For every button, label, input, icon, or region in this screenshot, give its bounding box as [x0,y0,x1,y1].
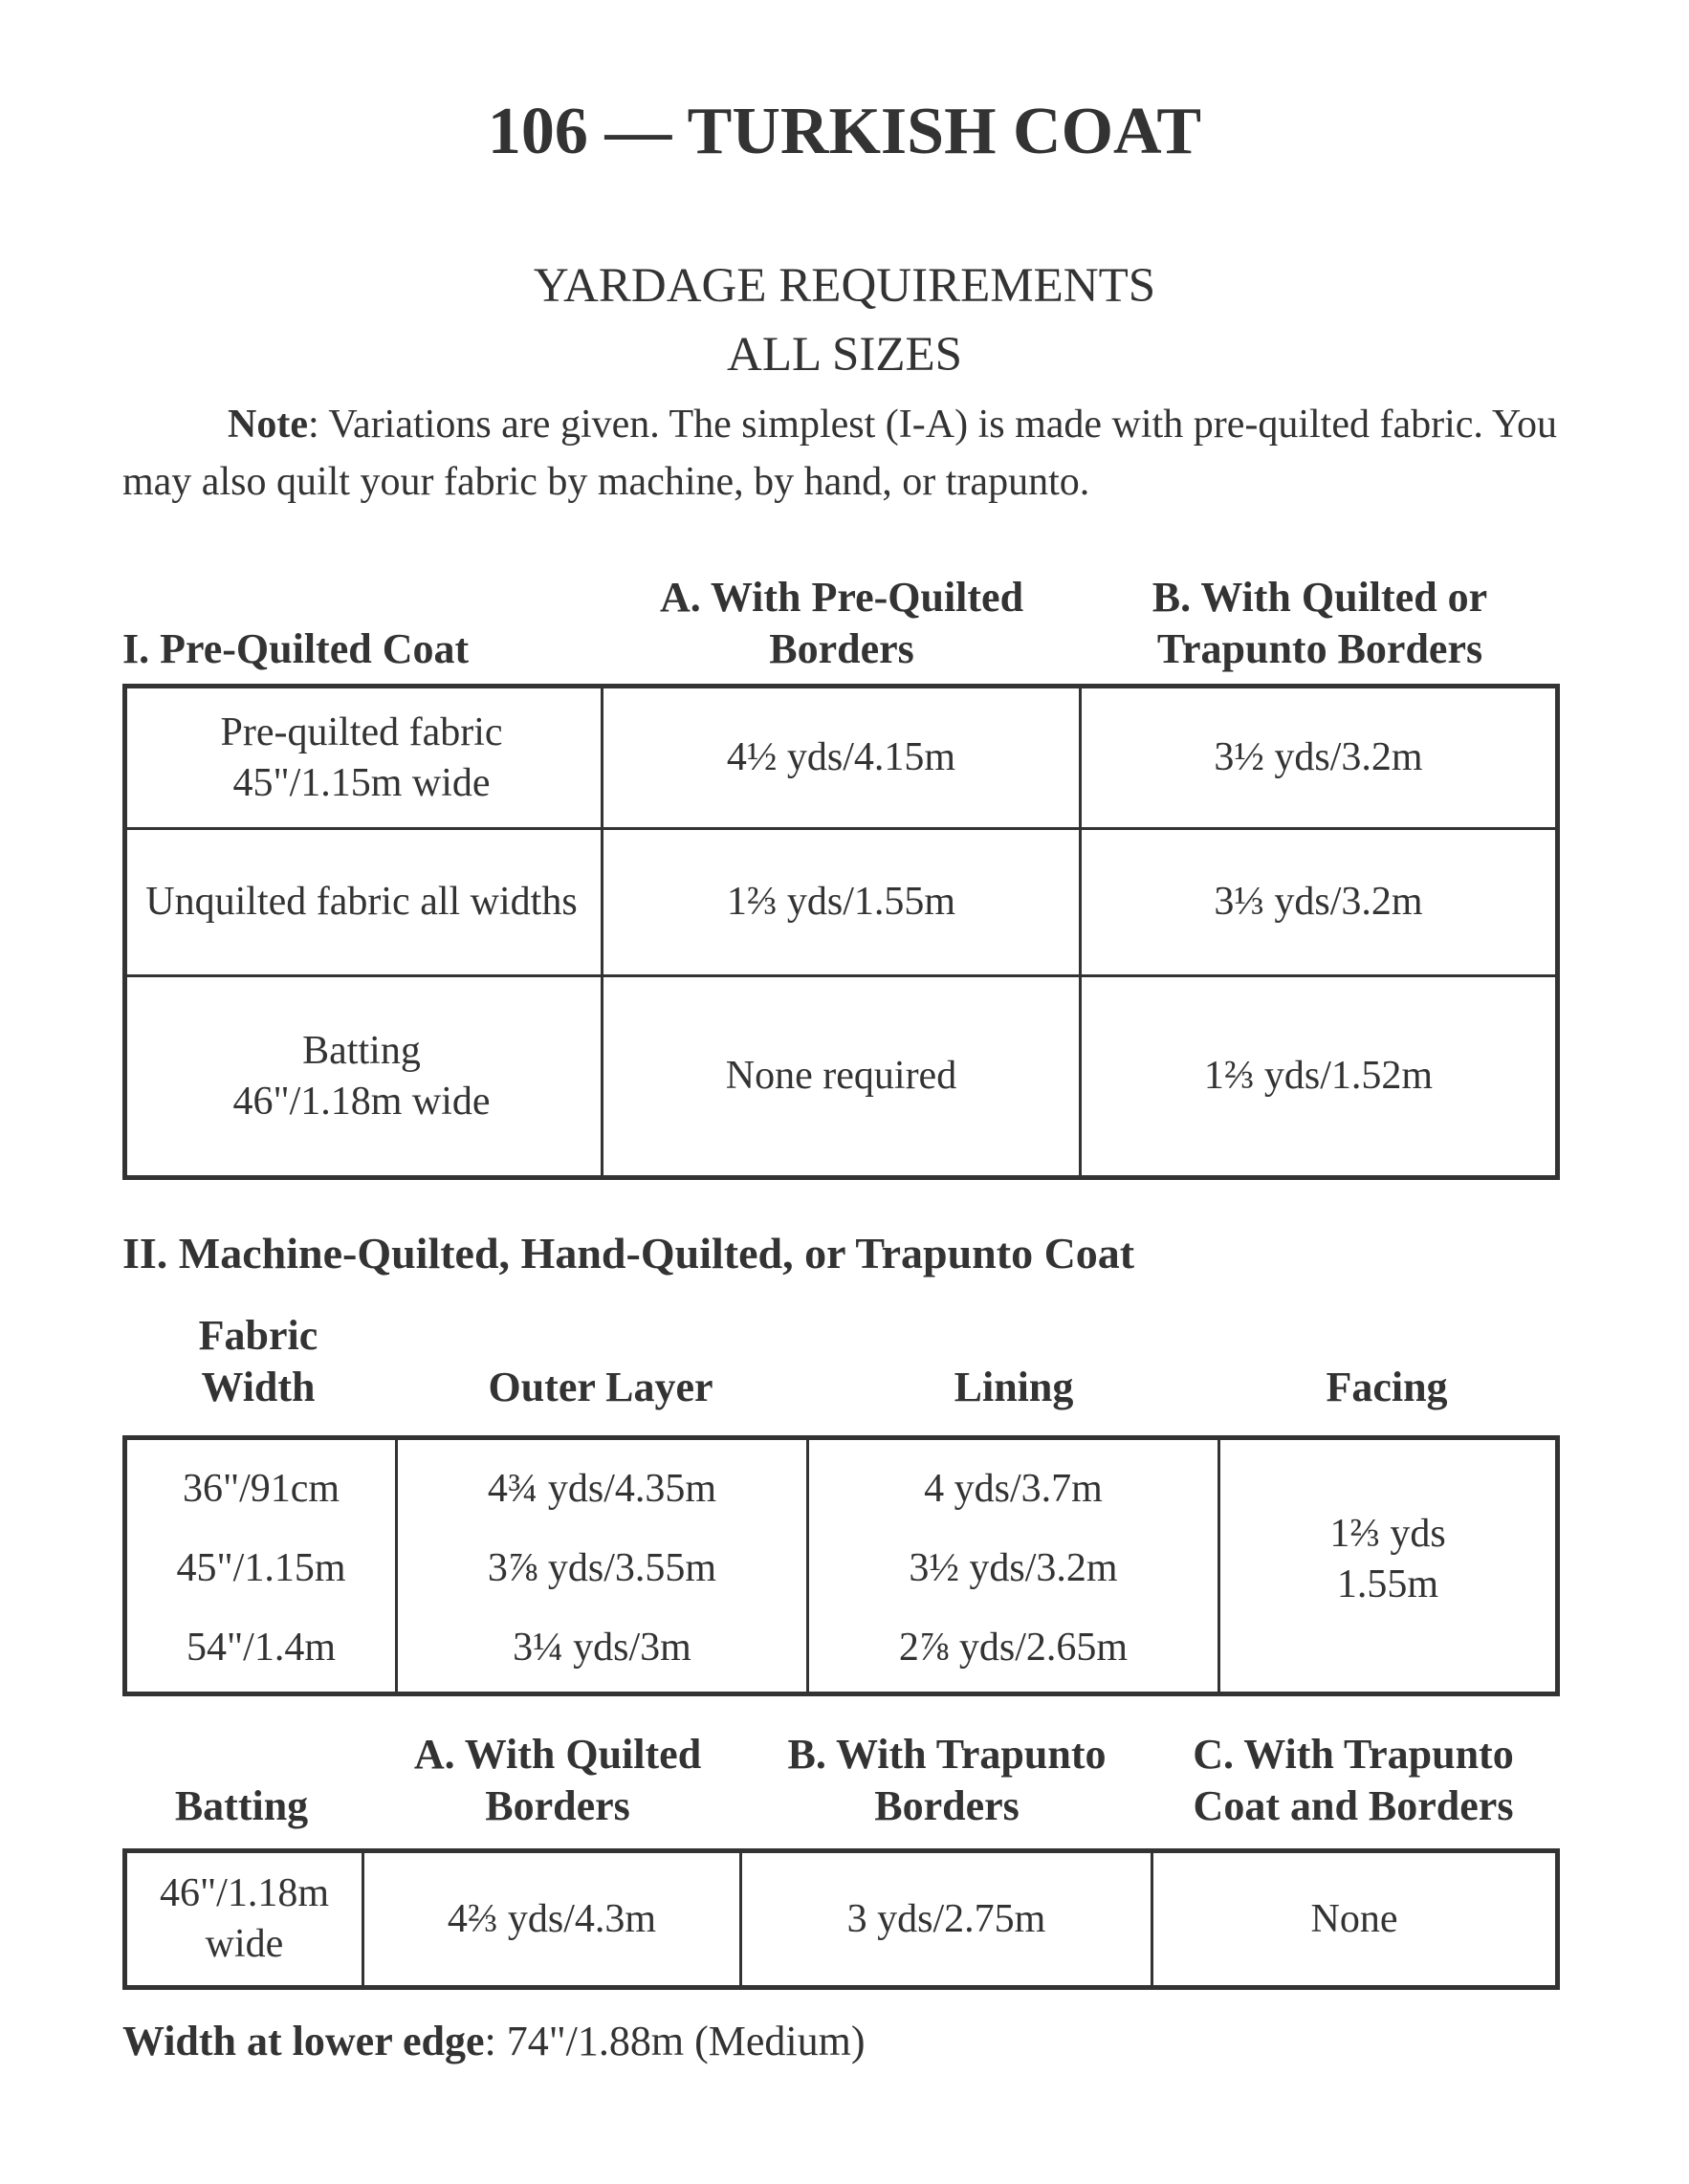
section3-header-a: A. With Quilted Borders [413,1731,702,1829]
section3-row-label: 46"/1.18m wide [160,1871,329,1966]
section2-outer-cell: 3⅞ yds/3.55m [487,1545,717,1590]
section1-row-label: Unquilted fabric all widths [145,880,578,924]
section2-width-cell: 36"/91cm [182,1466,340,1511]
section1-row-label: Batting 46"/1.18m wide [232,1028,491,1124]
section2-header-width: Fabric Width [198,1312,318,1410]
section3-cell: 4⅔ yds/4.3m [447,1896,657,1941]
section1-cell: 3½ yds/3.2m [1214,735,1423,779]
section1-cell: 3⅓ yds/3.2m [1214,880,1423,924]
section3-cell: 3 yds/2.75m [846,1896,1046,1941]
subtitle-yardage: YARDAGE REQUIREMENTS [533,259,1156,313]
page-title: 106 — TURKISH COAT [487,95,1202,168]
section1-cell: None required [725,1054,957,1098]
section1-heading: I. Pre-Quilted Coat [122,625,470,672]
section2-facing-cell: 1.55m [1336,1562,1439,1606]
section2-header-lining: Lining [954,1364,1074,1410]
section3-header-b: B. With Trapunto Borders [787,1731,1107,1829]
section3-header-batting: Batting [174,1782,309,1829]
section1-col-a-header: A. With Pre-Quilted Borders [659,574,1024,672]
section1-col-b-header: B. With Quilted or Trapunto Borders [1152,574,1488,672]
section3-cell: None [1310,1896,1398,1941]
section2-outer-cell: 4¾ yds/4.35m [487,1466,717,1511]
section2-width-cell: 54"/1.4m [186,1625,336,1670]
section1-cell: 1⅔ yds/1.55m [726,880,956,924]
section3-header-c: C. With Trapunto Coat and Borders [1193,1731,1514,1829]
footer-label: Width at lower edge [122,2018,485,2064]
note-paragraph [122,396,1576,511]
section2-lining-cell: 3½ yds/3.2m [909,1545,1118,1590]
footer-text: : 74"/1.88m (Medium) [484,2018,866,2064]
note-text: : Variations are given. The simplest (I-A) is made with pre-quilted fabric. You may also quilt your fabric by machine, by hand, or trapunto. [122,403,1557,504]
section2-lining-cell: 4 yds/3.7m [924,1466,1103,1511]
section2-header-facing: Facing [1326,1364,1448,1410]
section2-lining-cell: 2⅞ yds/2.65m [898,1625,1129,1670]
section1-cell: 1⅔ yds/1.52m [1203,1054,1434,1098]
subtitle-all-sizes: ALL SIZES [726,328,962,382]
section1-row-label: Pre-quilted fabric 45"/1.15m wide [220,710,503,805]
section2-outer-cell: 3¼ yds/3m [513,1625,691,1670]
section2-heading: II. Machine-Quilted, Hand-Quilted, or Trapunto Coat [122,1229,1135,1278]
note-label: Note [228,403,308,447]
section1-cell: 4½ yds/4.15m [726,735,956,779]
section2-width-cell: 45"/1.15m [176,1545,346,1590]
footer-line [122,2016,866,2067]
section2-header-outer: Outer Layer [488,1364,713,1410]
section2-facing-cell: 1⅔ yds [1329,1512,1446,1556]
